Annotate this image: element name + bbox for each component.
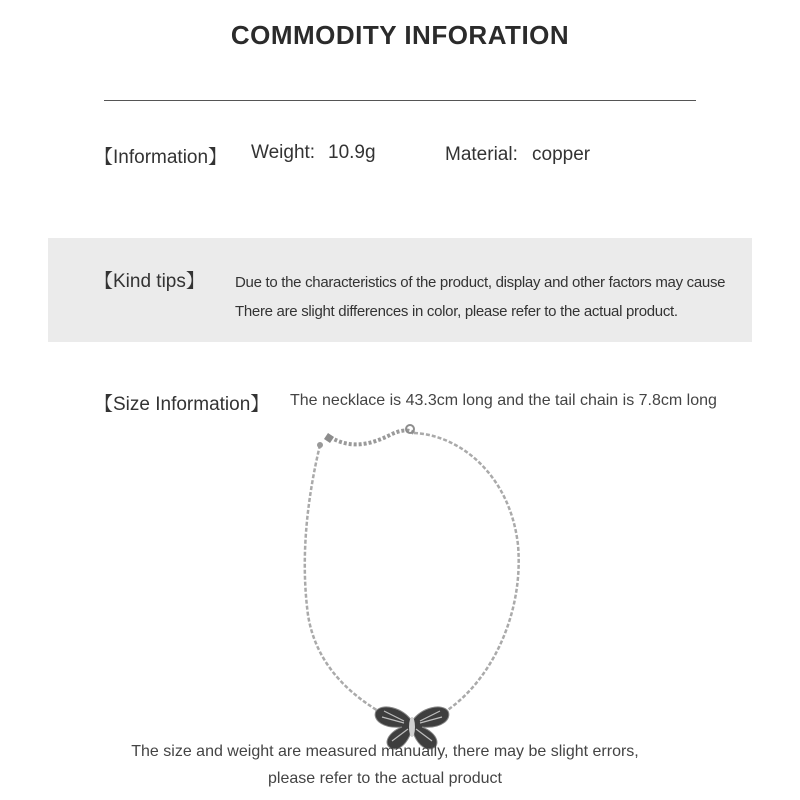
weight-label: Weight: (251, 142, 316, 163)
weight-value: 10.9g (328, 142, 376, 163)
necklace-image (290, 415, 540, 750)
kind-tips-panel (48, 238, 752, 342)
material-value: copper (532, 144, 591, 165)
kind-tips-label: 【Kind tips】 (94, 271, 205, 292)
page-title: COMMODITY INFORATION (230, 20, 570, 50)
footer-note (0, 738, 770, 792)
information-row (94, 142, 714, 172)
footer-line-2: please refer to the actual product (268, 770, 502, 787)
title-divider (104, 100, 696, 101)
kind-tips-text (235, 268, 725, 326)
footer-line-1: The size and weight are measured manually, there may be slight errors, (131, 743, 639, 760)
kind-tips-line-2: There are slight differences in color, please refer to the actual product. (235, 303, 678, 320)
size-information-text: The necklace is 43.3cm long and the tail chain is 7.8cm long (290, 392, 717, 409)
kind-tips-line-1: Due to the characteristics of the product, display and other factors may cause (235, 274, 726, 291)
main-chain (305, 433, 519, 715)
material-label: Material: (445, 144, 518, 165)
tail-chain (324, 425, 414, 444)
size-information-label: 【Size Information】 (94, 394, 270, 415)
information-label: 【Information】 (94, 147, 228, 168)
